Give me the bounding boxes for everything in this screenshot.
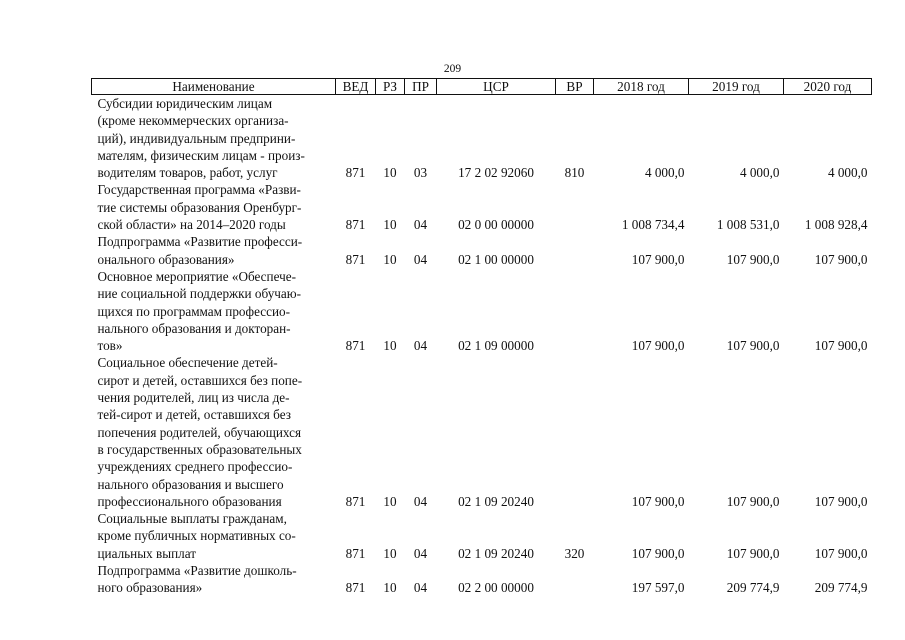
header-rz: РЗ <box>376 79 405 95</box>
cell-name <box>92 95 336 182</box>
cell-pr: 04 <box>413 217 428 233</box>
cell-pr: 04 <box>413 251 428 267</box>
table-row <box>92 510 872 562</box>
cell-ved: 871 <box>345 251 366 267</box>
cell-pr: 04 <box>413 545 428 561</box>
name-line: профессионального образования <box>97 493 282 509</box>
name-line: (кроме некоммерческих организа- <box>97 113 289 129</box>
cell-2019: 107 900,0 <box>726 493 780 509</box>
table-body <box>92 95 872 597</box>
page-number: 209 <box>443 63 462 75</box>
table-row <box>92 268 872 354</box>
cell-name <box>92 233 336 268</box>
cell-2019: 1 008 531,0 <box>716 217 780 233</box>
cell-2019: 4 000,0 <box>739 165 780 181</box>
cell-2019: 209 774,9 <box>726 580 780 596</box>
name-line: учреждениях среднего профессио- <box>97 459 293 475</box>
name-line: ций), индивидуальным предприни- <box>97 130 296 146</box>
cell-2018: 107 900,0 <box>631 338 685 354</box>
name-line: ние социальной поддержки обучаю- <box>97 286 302 302</box>
name-line: чения родителей, лиц из числа де- <box>97 390 290 406</box>
table-header <box>92 79 872 95</box>
name-line: ской области» на 2014–2020 годы <box>97 217 286 233</box>
header-name: Наименование <box>92 79 336 95</box>
header-2020: 2020 год <box>784 79 872 95</box>
cell-ved: 871 <box>345 580 366 596</box>
cell-2020: 107 900,0 <box>814 493 868 509</box>
name-line: Социальное обеспечение детей- <box>97 355 278 371</box>
name-line: Подпрограмма «Развитие професси- <box>97 234 303 250</box>
cell-rz: 10 <box>383 545 397 561</box>
cell-ved: 871 <box>345 165 366 181</box>
table-row <box>92 354 872 510</box>
name-line: Субсидии юридическим лицам <box>97 96 273 111</box>
name-line: тов» <box>97 338 123 354</box>
budget-table <box>91 78 872 597</box>
cell-pr: 04 <box>413 338 428 354</box>
cell-name <box>92 562 336 597</box>
cell-ved: 871 <box>345 217 366 233</box>
cell-rz: 10 <box>383 580 397 596</box>
cell-2019: 107 900,0 <box>726 251 780 267</box>
name-line: тей-сирот и детей, оставшихся без <box>97 407 291 423</box>
cell-2018: 197 597,0 <box>631 580 685 596</box>
table-row <box>92 233 872 268</box>
cell-rz: 10 <box>383 165 397 181</box>
cell-name <box>92 510 336 562</box>
name-line: онального образования» <box>97 251 235 267</box>
name-line: кроме публичных нормативных со- <box>97 528 296 544</box>
name-line: водителям товаров, работ, услуг <box>97 165 278 181</box>
cell-2020: 1 008 928,4 <box>804 217 868 233</box>
name-line: щихся по программам профессио- <box>97 303 291 319</box>
cell-name <box>92 354 336 510</box>
cell-2018: 4 000,0 <box>644 165 685 181</box>
name-line: мателям, физическим лицам - произ- <box>97 147 305 163</box>
cell-rz: 10 <box>383 251 397 267</box>
header-2019: 2019 год <box>689 79 784 95</box>
cell-2020: 107 900,0 <box>814 338 868 354</box>
header-csr: ЦСР <box>437 79 556 95</box>
cell-pr: 04 <box>413 493 428 509</box>
cell-ved: 871 <box>345 545 366 561</box>
header-pr: ПР <box>405 79 437 95</box>
cell-2018: 1 008 734,4 <box>621 217 685 233</box>
name-line: нального образования и высшего <box>97 476 284 492</box>
cell-name <box>92 268 336 354</box>
header-ved: ВЕД <box>336 79 376 95</box>
table-row <box>92 562 872 597</box>
cell-2020: 4 000,0 <box>827 165 868 181</box>
cell-2018: 107 900,0 <box>631 251 685 267</box>
table-row <box>92 95 872 182</box>
cell-ved: 871 <box>345 338 366 354</box>
header-vr: ВР <box>556 79 594 95</box>
cell-2020: 107 900,0 <box>814 545 868 561</box>
cell-csr: 02 1 09 00000 <box>458 338 534 354</box>
cell-vr: 320 <box>564 545 585 561</box>
cell-pr: 03 <box>413 165 428 181</box>
cell-csr: 02 1 00 00000 <box>458 251 534 267</box>
cell-csr: 02 2 00 00000 <box>458 580 534 596</box>
cell-2020: 107 900,0 <box>814 251 868 267</box>
cell-vr <box>556 181 594 233</box>
cell-csr: 02 0 00 00000 <box>458 217 534 233</box>
cell-csr: 02 1 09 20240 <box>458 545 534 561</box>
cell-vr: 810 <box>564 165 585 181</box>
name-line: Подпрограмма «Развитие дошколь- <box>97 563 297 579</box>
name-line: Основное мероприятие «Обеспече- <box>97 268 296 284</box>
cell-2020: 209 774,9 <box>814 580 868 596</box>
name-line: ного образования» <box>97 580 203 596</box>
cell-rz: 10 <box>383 217 397 233</box>
cell-vr <box>556 354 594 510</box>
name-line: тие системы образования Оренбург- <box>97 199 302 215</box>
cell-2019: 107 900,0 <box>726 338 780 354</box>
name-line: попечения родителей, обучающихся <box>97 424 302 440</box>
header-2018: 2018 год <box>594 79 689 95</box>
table-row <box>92 181 872 233</box>
cell-rz: 10 <box>383 493 397 509</box>
cell-ved: 871 <box>345 493 366 509</box>
cell-vr <box>556 268 594 354</box>
name-line: нального образования и докторан- <box>97 320 291 336</box>
name-line: циальных выплат <box>97 545 196 561</box>
name-line: Социальные выплаты гражданам, <box>97 511 287 527</box>
cell-2018: 107 900,0 <box>631 545 685 561</box>
cell-vr <box>556 233 594 268</box>
cell-rz: 10 <box>383 338 397 354</box>
cell-vr <box>556 562 594 597</box>
cell-2018: 107 900,0 <box>631 493 685 509</box>
name-line: в государственных образовательных <box>97 441 302 457</box>
cell-name <box>92 181 336 233</box>
cell-csr: 17 2 02 92060 <box>458 165 534 181</box>
cell-pr: 04 <box>413 580 428 596</box>
cell-csr: 02 1 09 20240 <box>458 493 534 509</box>
name-line: сирот и детей, оставшихся без попе- <box>97 372 303 388</box>
cell-2019: 107 900,0 <box>726 545 780 561</box>
name-line: Государственная программа «Разви- <box>97 182 301 198</box>
